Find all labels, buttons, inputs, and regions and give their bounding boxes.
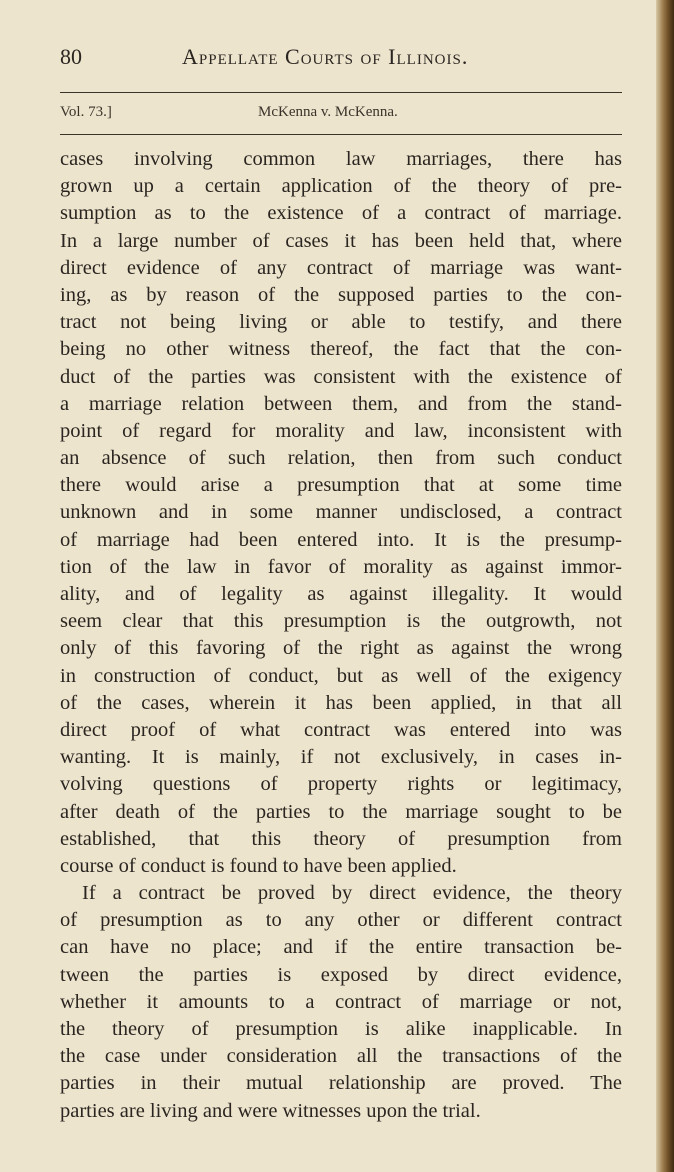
text-line: of the cases, wherein it has been applied, in that all xyxy=(60,691,622,714)
text-line: sumption as to the existence of a contract of marriage. xyxy=(60,202,622,225)
text-line: course of conduct is found to have been applied. xyxy=(60,854,457,877)
text-line: parties are living and were witnesses upon the trial. xyxy=(60,1099,481,1122)
text-line: wanting. It is mainly, if not exclusively, in cases in- xyxy=(60,746,622,769)
text-line: ality, and of legality as against illegality. It would xyxy=(60,583,622,605)
text-line: the case under consideration all the transactions of the xyxy=(60,1045,622,1068)
text-line: of presumption as to any other or different contract xyxy=(60,909,622,932)
text-line: tween the parties is exposed by direct evidence, xyxy=(60,963,622,986)
page-body xyxy=(60,146,622,1125)
text-line: direct evidence of any contract of marriage was want- xyxy=(60,256,622,279)
text-line: tract not being living or able to testify, and there xyxy=(60,311,622,334)
text-line: grown up a certain application of the theory of pre- xyxy=(60,175,622,198)
text-line: a marriage relation between them, and from the stand- xyxy=(60,392,622,415)
text-line: can have no place; and if the entire transaction be- xyxy=(60,936,622,959)
text-line: If a contract be proved by direct evidence, the theory xyxy=(82,882,622,905)
header-rule xyxy=(60,92,622,93)
text-line: whether it amounts to a contract of marriage or not, xyxy=(60,990,622,1013)
case-title: McKenna v. McKenna. xyxy=(258,104,398,120)
text-line: in construction of conduct, but as well of the exigency xyxy=(60,664,622,687)
text-line: volving questions of property rights or legitimacy, xyxy=(60,773,622,796)
subheader-rule xyxy=(60,134,622,135)
text-line: established, that this theory of presumption from xyxy=(60,827,622,850)
text-line: cases involving common law marriages, there has xyxy=(60,148,622,170)
text-line: only of this favoring of the right as against the wrong xyxy=(60,637,622,660)
volume-label: Vol. 73.] xyxy=(60,104,112,120)
text-line: an absence of such relation, then from such conduct xyxy=(60,447,622,470)
text-line: the theory of presumption is alike inapplicable. In xyxy=(60,1018,622,1040)
text-line: direct proof of what contract was entered into was xyxy=(60,718,622,741)
text-line: parties in their mutual relationship are proved. The xyxy=(60,1072,622,1095)
text-line: point of regard for morality and law, inconsistent with xyxy=(60,419,622,442)
text-line: unknown and in some manner undisclosed, a contract xyxy=(60,501,622,524)
text-line: there would arise a presumption that at some time xyxy=(60,474,622,497)
text-line: In a large number of cases it has been held that, where xyxy=(60,229,622,252)
book-binding-edge xyxy=(656,0,674,1172)
running-title: Appellate Courts of Illinois. xyxy=(182,44,469,69)
text-line: tion of the law in favor of morality as against immor- xyxy=(60,555,622,578)
text-line: after death of the parties to the marriage sought to be xyxy=(60,800,622,823)
text-line: of marriage had been entered into. It is the presump- xyxy=(60,528,622,551)
text-line: being no other witness thereof, the fact that the con- xyxy=(60,338,622,361)
text-line: ing, as by reason of the supposed parties to the con- xyxy=(60,283,622,306)
text-line: seem clear that this presumption is the outgrowth, not xyxy=(60,610,622,633)
page-number: 80 xyxy=(60,44,82,69)
text-line: duct of the parties was consistent with the existence of xyxy=(60,365,622,388)
